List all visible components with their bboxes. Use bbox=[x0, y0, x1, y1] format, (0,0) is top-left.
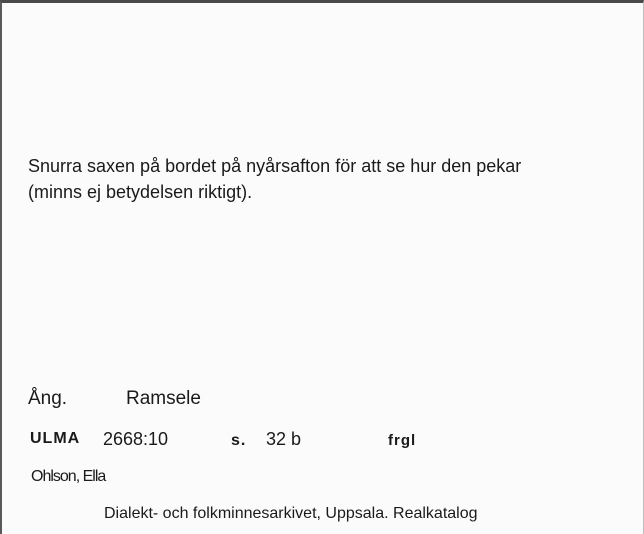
archive-name: Dialekt- och folkminnesarkivet, Uppsala. Realkatalog bbox=[104, 505, 478, 522]
page-label: s. bbox=[231, 432, 247, 449]
description-line-1: Snurra saxen på bordet på nyårsafton för att se hur den pekar bbox=[28, 156, 522, 176]
ang-label: Ång. bbox=[28, 388, 68, 409]
description bbox=[28, 153, 628, 205]
frgl-label: frgl bbox=[388, 432, 417, 449]
description-line-2: (minns ej betydelsen riktigt). bbox=[28, 182, 253, 202]
place-name: Ramsele bbox=[126, 388, 201, 409]
informant-name: Ohlson, Ella bbox=[31, 468, 106, 485]
archive-code: ULMA bbox=[30, 430, 81, 447]
page-value: 32 b bbox=[266, 429, 302, 449]
archive-number: 2668:10 bbox=[103, 429, 169, 449]
